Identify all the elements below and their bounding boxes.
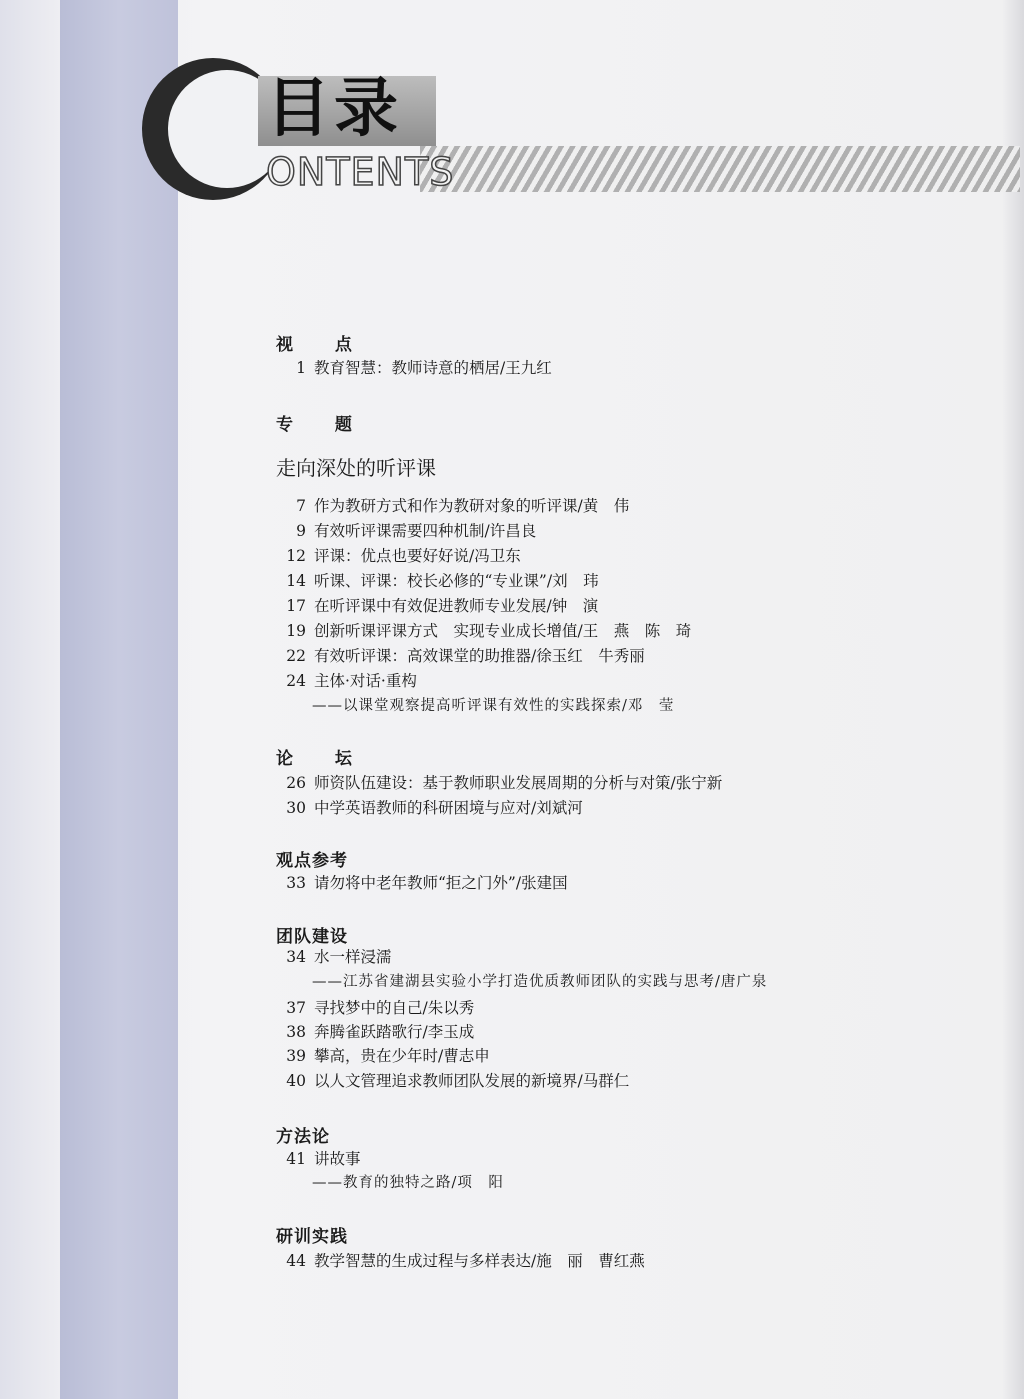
toc-entry[interactable] (270, 946, 970, 968)
page-number: 17 (286, 597, 306, 615)
toc-entry[interactable] (270, 595, 970, 617)
entry-title: 有效听评课：高效课堂的助推器/徐玉红 牛秀丽 (314, 647, 645, 665)
left-color-band (60, 0, 178, 1399)
toc-entry[interactable] (270, 1045, 970, 1067)
entry-title: 评课：优点也要好好说/冯卫东 (314, 547, 521, 565)
contents-word: ONTENTS (266, 150, 455, 194)
page-number: 9 (296, 522, 306, 540)
entry-title: 以人文管理追求教师团队发展的新境界/马群仁 (314, 1072, 630, 1090)
page-number: 22 (286, 647, 306, 665)
section-title-team: 团队建设 (276, 927, 348, 947)
entry-title: 创新听课评课方式 实现专业成长增值/王 燕 陈 琦 (314, 622, 692, 640)
toc-entry[interactable] (270, 670, 970, 692)
page-number: 38 (286, 1023, 306, 1041)
section-title-forum: 论 坛 (276, 749, 370, 769)
page-number: 37 (286, 999, 306, 1017)
toc-entry[interactable] (270, 872, 970, 894)
entry-title: 有效听评课需要四种机制/许昌良 (314, 522, 537, 540)
page-number: 39 (286, 1047, 306, 1065)
entry-title: 寻找梦中的自己/朱以秀 (314, 999, 475, 1017)
page-number: 34 (286, 948, 306, 966)
page-number: 30 (286, 799, 306, 817)
page-number: 33 (286, 874, 306, 892)
toc-entry[interactable] (270, 357, 970, 379)
entry-title: 讲故事 (314, 1150, 361, 1168)
entry-title: 主体·对话·重构 (314, 672, 417, 690)
entry-subtitle: ——江苏省建湖县实验小学打造优质教师团队的实践与思考/唐广泉 (312, 974, 768, 990)
header-stripe-bar (420, 146, 1020, 192)
entry-title: 攀高，贵在少年时/曹志申 (314, 1047, 490, 1065)
entry-title: 听课、评课：校长必修的“专业课”/刘 玮 (314, 572, 599, 590)
toc-entry[interactable] (270, 620, 970, 642)
toc-entry[interactable] (270, 520, 970, 542)
page-number: 40 (286, 1072, 306, 1090)
toc-entry[interactable] (270, 570, 970, 592)
page-number: 1 (296, 359, 306, 377)
page-edge-shadow (1002, 0, 1024, 1399)
toc-entry[interactable] (270, 645, 970, 667)
page-number: 14 (286, 572, 306, 590)
toc-entry[interactable] (270, 772, 970, 794)
toc-entry[interactable] (270, 545, 970, 567)
toc-entry[interactable] (270, 495, 970, 517)
section-title-practice: 研训实践 (276, 1227, 348, 1247)
toc-entry[interactable] (270, 997, 970, 1019)
section-title-method: 方法论 (276, 1127, 330, 1147)
entry-title: 在听评课中有效促进教师专业发展/钟 演 (314, 597, 599, 615)
entry-title: 师资队伍建设：基于教师职业发展周期的分析与对策/张宁新 (314, 774, 723, 792)
entry-title: 奔腾雀跃踏歌行/李玉成 (314, 1023, 475, 1041)
entry-title: 教学智慧的生成过程与多样表达/施 丽 曹红燕 (314, 1252, 645, 1270)
section-title-special: 专 题 (276, 415, 370, 435)
entry-title: 教育智慧：教师诗意的栖居/王九红 (314, 359, 552, 377)
entry-subtitle: ——教育的独特之路/项 阳 (312, 1175, 504, 1191)
entry-subtitle: ——以课堂观察提高听评课有效性的实践探索/邓 莹 (312, 698, 675, 714)
toc-entry[interactable] (270, 797, 970, 819)
toc-entry[interactable] (270, 1250, 970, 1272)
entry-title: 中学英语教师的科研困境与应对/刘斌河 (314, 799, 583, 817)
page-number: 7 (296, 497, 306, 515)
page-number: 41 (286, 1150, 306, 1168)
feature-title: 走向深处的听评课 (276, 456, 436, 480)
toc-entry[interactable] (270, 1070, 970, 1092)
section-title-reference: 观点参考 (276, 851, 348, 871)
page-number: 44 (286, 1252, 306, 1270)
page-number: 12 (286, 547, 306, 565)
page-number: 24 (286, 672, 306, 690)
page-title: 目录 (266, 72, 402, 146)
toc-entry[interactable] (270, 1021, 970, 1043)
section-title-viewpoint: 视 点 (276, 335, 370, 355)
page-number: 19 (286, 622, 306, 640)
entry-title: 作为教研方式和作为教研对象的听评课/黄 伟 (314, 497, 630, 515)
page-number: 26 (286, 774, 306, 792)
entry-title: 请勿将中老年教师“拒之门外”/张建国 (314, 874, 568, 892)
entry-title: 水一样浸濡 (314, 948, 392, 966)
toc-entry[interactable] (270, 1148, 970, 1170)
